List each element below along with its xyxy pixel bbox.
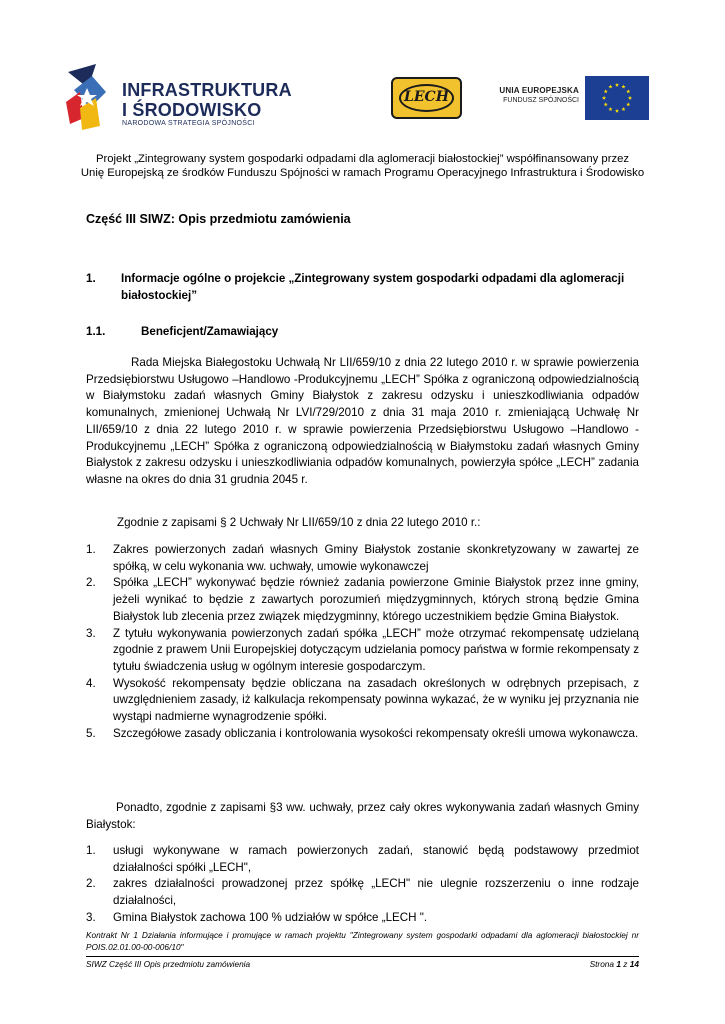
lech-logo-text: LECH: [404, 89, 449, 105]
footer-document-name: SIWZ Część III Opis przedmiotu zamówienia: [86, 959, 251, 969]
list-item-number: 3.: [86, 626, 96, 640]
list-item-text: Zakres powierzonych zadań własnych Gminy Białystok zostanie skonkretyzowany w zawartej ze spółką, w celu wykonania ww. uchwały, umowie wykonawczej: [113, 543, 639, 573]
list-item: [86, 910, 639, 927]
list-item: [86, 876, 639, 909]
star-emblem-icon: [66, 62, 112, 132]
list-item-number: 2.: [86, 877, 96, 891]
list-item: [86, 843, 639, 876]
heading11-text: Beneficjent/Zamawiający: [141, 325, 279, 338]
logo-subtitle: NARODOWA STRATEGIA SPÓJNOŚCI: [122, 120, 255, 127]
list-item-number: 2.: [86, 576, 96, 590]
logo-title-line1: INFRASTRUKTURA: [122, 80, 292, 100]
page-total: 14: [629, 959, 639, 969]
paragraph-beneficiary-text: Rada Miejska Białegostoku Uchwałą Nr LII/659/10 z dnia 22 lutego 2010 r. w sprawie powierzenia Przedsiębiorstwu Usługowo –Handlowo -Produkcyjnemu „LECH” Spółka z ograniczoną odpowiedzialnością w Białymstoku zadań własnych Gminy Białystok z zakresu odzysku i unieszkodliwiania odpadów komunalnych, zmienionej Uchwałą Nr LVI/729/2010 z dnia 31 maja 2010 r. zmieniającą Uchwałę Nr LII/659/10 z dnia 22 lutego 2010 r. w sprawie powierzenia Przedsiębiorstwu Usługowo –Handlowo -Produkcyjnemu „LECH” Spółka z ograniczoną odpowiedzialnością w Białymstoku zadań własnych Gminy Białystok z zakresu odzysku i unieszkodliwiania odpadów komunalnych, powierzyła spółce „LECH” zadania własne na okres do dnia 31 grudnia 2045 r.: [86, 356, 639, 486]
footer-divider: [86, 956, 639, 957]
heading1-number: 1.: [86, 272, 96, 285]
logo-title: [122, 80, 292, 120]
list-item-number: 3.: [86, 910, 96, 924]
page-number: [590, 958, 639, 970]
footer-contract-note: Kontrakt Nr 1 Działania informujące i promujące w ramach projektu "Zintegrowany system gospodarki odpadami dla aglomeracji białostockiej nr POIS.02.01.00-00-006/10": [86, 930, 639, 952]
heading11-number: 1.1.: [86, 325, 106, 338]
list-item: [86, 575, 639, 625]
list-item-text: Szczegółowe zasady obliczania i kontrolowania wysokości rekompensaty określi umowa wykonawcza.: [113, 726, 639, 740]
section-title: Część III SIWZ: Opis przedmiotu zamówienia: [86, 212, 351, 226]
list-resolution-terms: [86, 542, 639, 742]
infrastruktura-srodowisko-logo: [66, 62, 292, 140]
paragraph-moreover-text: Ponadto, zgodnie z zapisami §3 ww. uchwały, przez cały okres wykonywania zadań własnych Gminy Białystok:: [86, 801, 639, 831]
list-obligations: [86, 843, 639, 927]
list-item-number: 1.: [86, 844, 96, 857]
list-item-text: Z tytułu wykonywania powierzonych zadań spółka „LECH” może otrzymać rekompensatę udzielaną zgodnie z prawem Unii Europejskiej dotyczącym udzielania pomocy państwa w formie rekompensaty z tytułu świadczenia usług w ogólnym interesie gospodarczym.: [113, 626, 639, 673]
list-item: [86, 726, 639, 743]
logo-title-line2: I ŚRODOWISKO: [122, 100, 262, 120]
project-line2: Unię Europejską ze środków Funduszu Spójności w ramach Programu Operacyjnego Infrastruktura i Środowisko: [80, 167, 645, 179]
project-banner: [40, 152, 685, 180]
heading1-text: Informacje ogólne o projekcie „Zintegrowany system gospodarki odpadami dla aglomeracji białostockiej”: [121, 272, 625, 302]
paragraph-according-to: Zgodnie z zapisami § 2 Uchwały Nr LII/659/10 z dnia 22 lutego 2010 r.:: [117, 516, 481, 529]
list-item-number: 1.: [86, 543, 96, 556]
page-footer: [86, 929, 639, 972]
list-item: [86, 676, 639, 726]
eu-label-line2: FUNDUSZ SPÓJNOŚCI: [503, 97, 579, 104]
footer-bottom-row: [86, 958, 639, 972]
list-item: [86, 542, 639, 575]
project-line1: Projekt „Zintegrowany system gospodarki odpadami dla aglomeracji białostockiej” współfinansowany przez: [95, 153, 630, 165]
page-label: Strona: [589, 959, 615, 969]
list-item-text: Gmina Białystok zachowa 100 % udziałów w spółce „LECH ".: [113, 910, 428, 924]
page-separator: z: [623, 959, 628, 969]
page-current: 1: [616, 959, 621, 969]
lech-logo: [391, 77, 462, 119]
eu-flag-icon: [585, 76, 649, 120]
list-item-text: zakres działalności prowadzonej przez spółkę „LECH" nie ulegnie rozszerzeniu o inne rodzaje działalności,: [113, 877, 639, 908]
list-item-text: Wysokość rekompensaty będzie obliczana na zasadach określonych w odrębnych przepisach, z uwzględnieniem zasady, iż kalkulacja rekompensaty powinna wykazać, że w wyniku jej przyznania nie wystąpi nadmierne wynagrodzenie spółki.: [113, 676, 639, 724]
list-item-number: 4.: [86, 676, 96, 690]
eu-label-line1: UNIA EUROPEJSKA: [499, 86, 579, 95]
list-item-text: usługi wykonywane w ramach powierzonych zadań, stanowić będą podstawowy przedmiot działalności spółki „LECH",: [113, 844, 639, 874]
list-item-number: 5.: [86, 726, 96, 740]
list-item-text: Spółka „LECH” wykonywać będzie również zadania powierzone Gminie Białystok przez inne gminy, jeżeli wynikać to będzie z zawartych porozumień międzygminnych, których stroną będzie Gmina Białystok lub zlecenia przez związek międzygminny, którego uczestnikiem będzie Gmina Białystok.: [113, 576, 639, 623]
eu-fund-label: [491, 86, 579, 104]
paragraph-beneficiary: [86, 355, 639, 489]
paragraph-moreover: [86, 800, 639, 833]
list-item: [86, 626, 639, 676]
